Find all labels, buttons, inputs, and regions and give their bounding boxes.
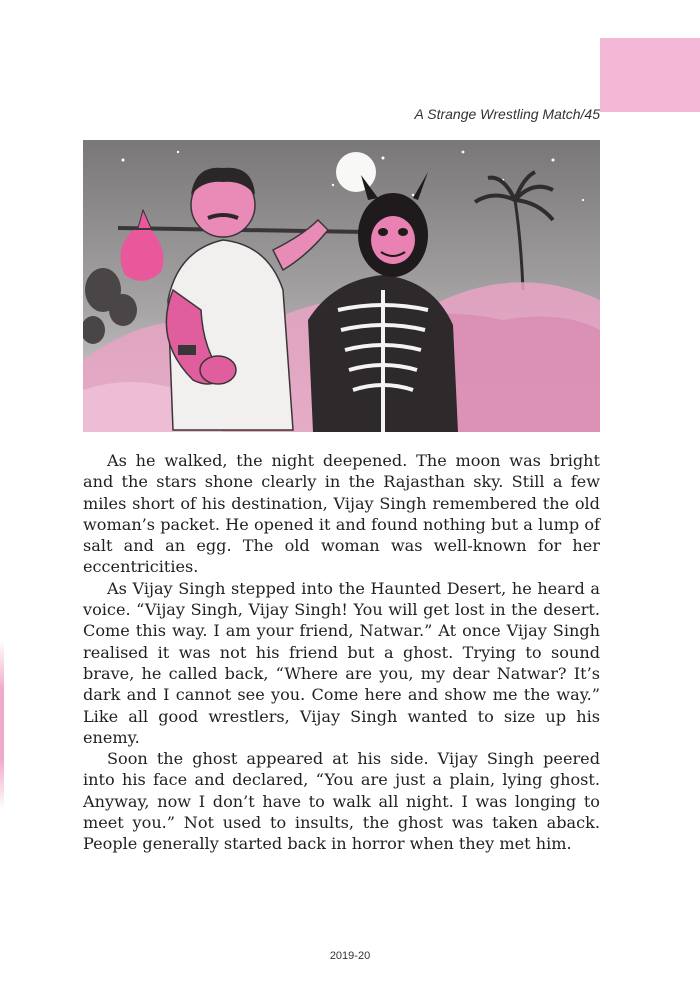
running-header: A Strange Wrestling Match/45 [414, 106, 600, 122]
paragraph: Soon the ghost appeared at his side. Vijay Singh peered into his face and declared, “You are just a plain, lying ghost. Anyway, now I don’t have to walk all night. I was longing to meet you.” Not used to insults, the ghost was taken aback. People generally started back in horror when they met him. [83, 749, 600, 854]
paragraph: As he walked, the night deepened. The moon was bright and the stars shone clearly in the Rajasthan sky. Still a few miles short of his destination, Vijay Singh remembered the old woman’s packet. He opened it and found nothing but a lump of salt and an egg. The old woman was well-known for her eccentricities. [83, 451, 600, 577]
paragraph: As Vijay Singh stepped into the Haunted Desert, he heard a voice. “Vijay Singh, Vijay Singh! You will get lost in the desert. Come this way. I am your friend, Natwar.” At once Vijay Singh realised it was not his friend but a ghost. Trying to sound brave, he called back, “Where are you, my dear Natwar? It’s dark and I cannot see you. Come here and show me the way.” Like all good wrestlers, Vijay Singh wanted to size up his enemy. [83, 578, 600, 747]
story-illustration [83, 140, 600, 432]
page-footer-year: 2019-20 [329, 950, 371, 962]
illustration-drawing [83, 140, 600, 432]
chapter-corner-tab [600, 38, 700, 112]
moon [336, 152, 376, 192]
page-edge-mark [0, 640, 4, 810]
story-body [83, 450, 600, 855]
